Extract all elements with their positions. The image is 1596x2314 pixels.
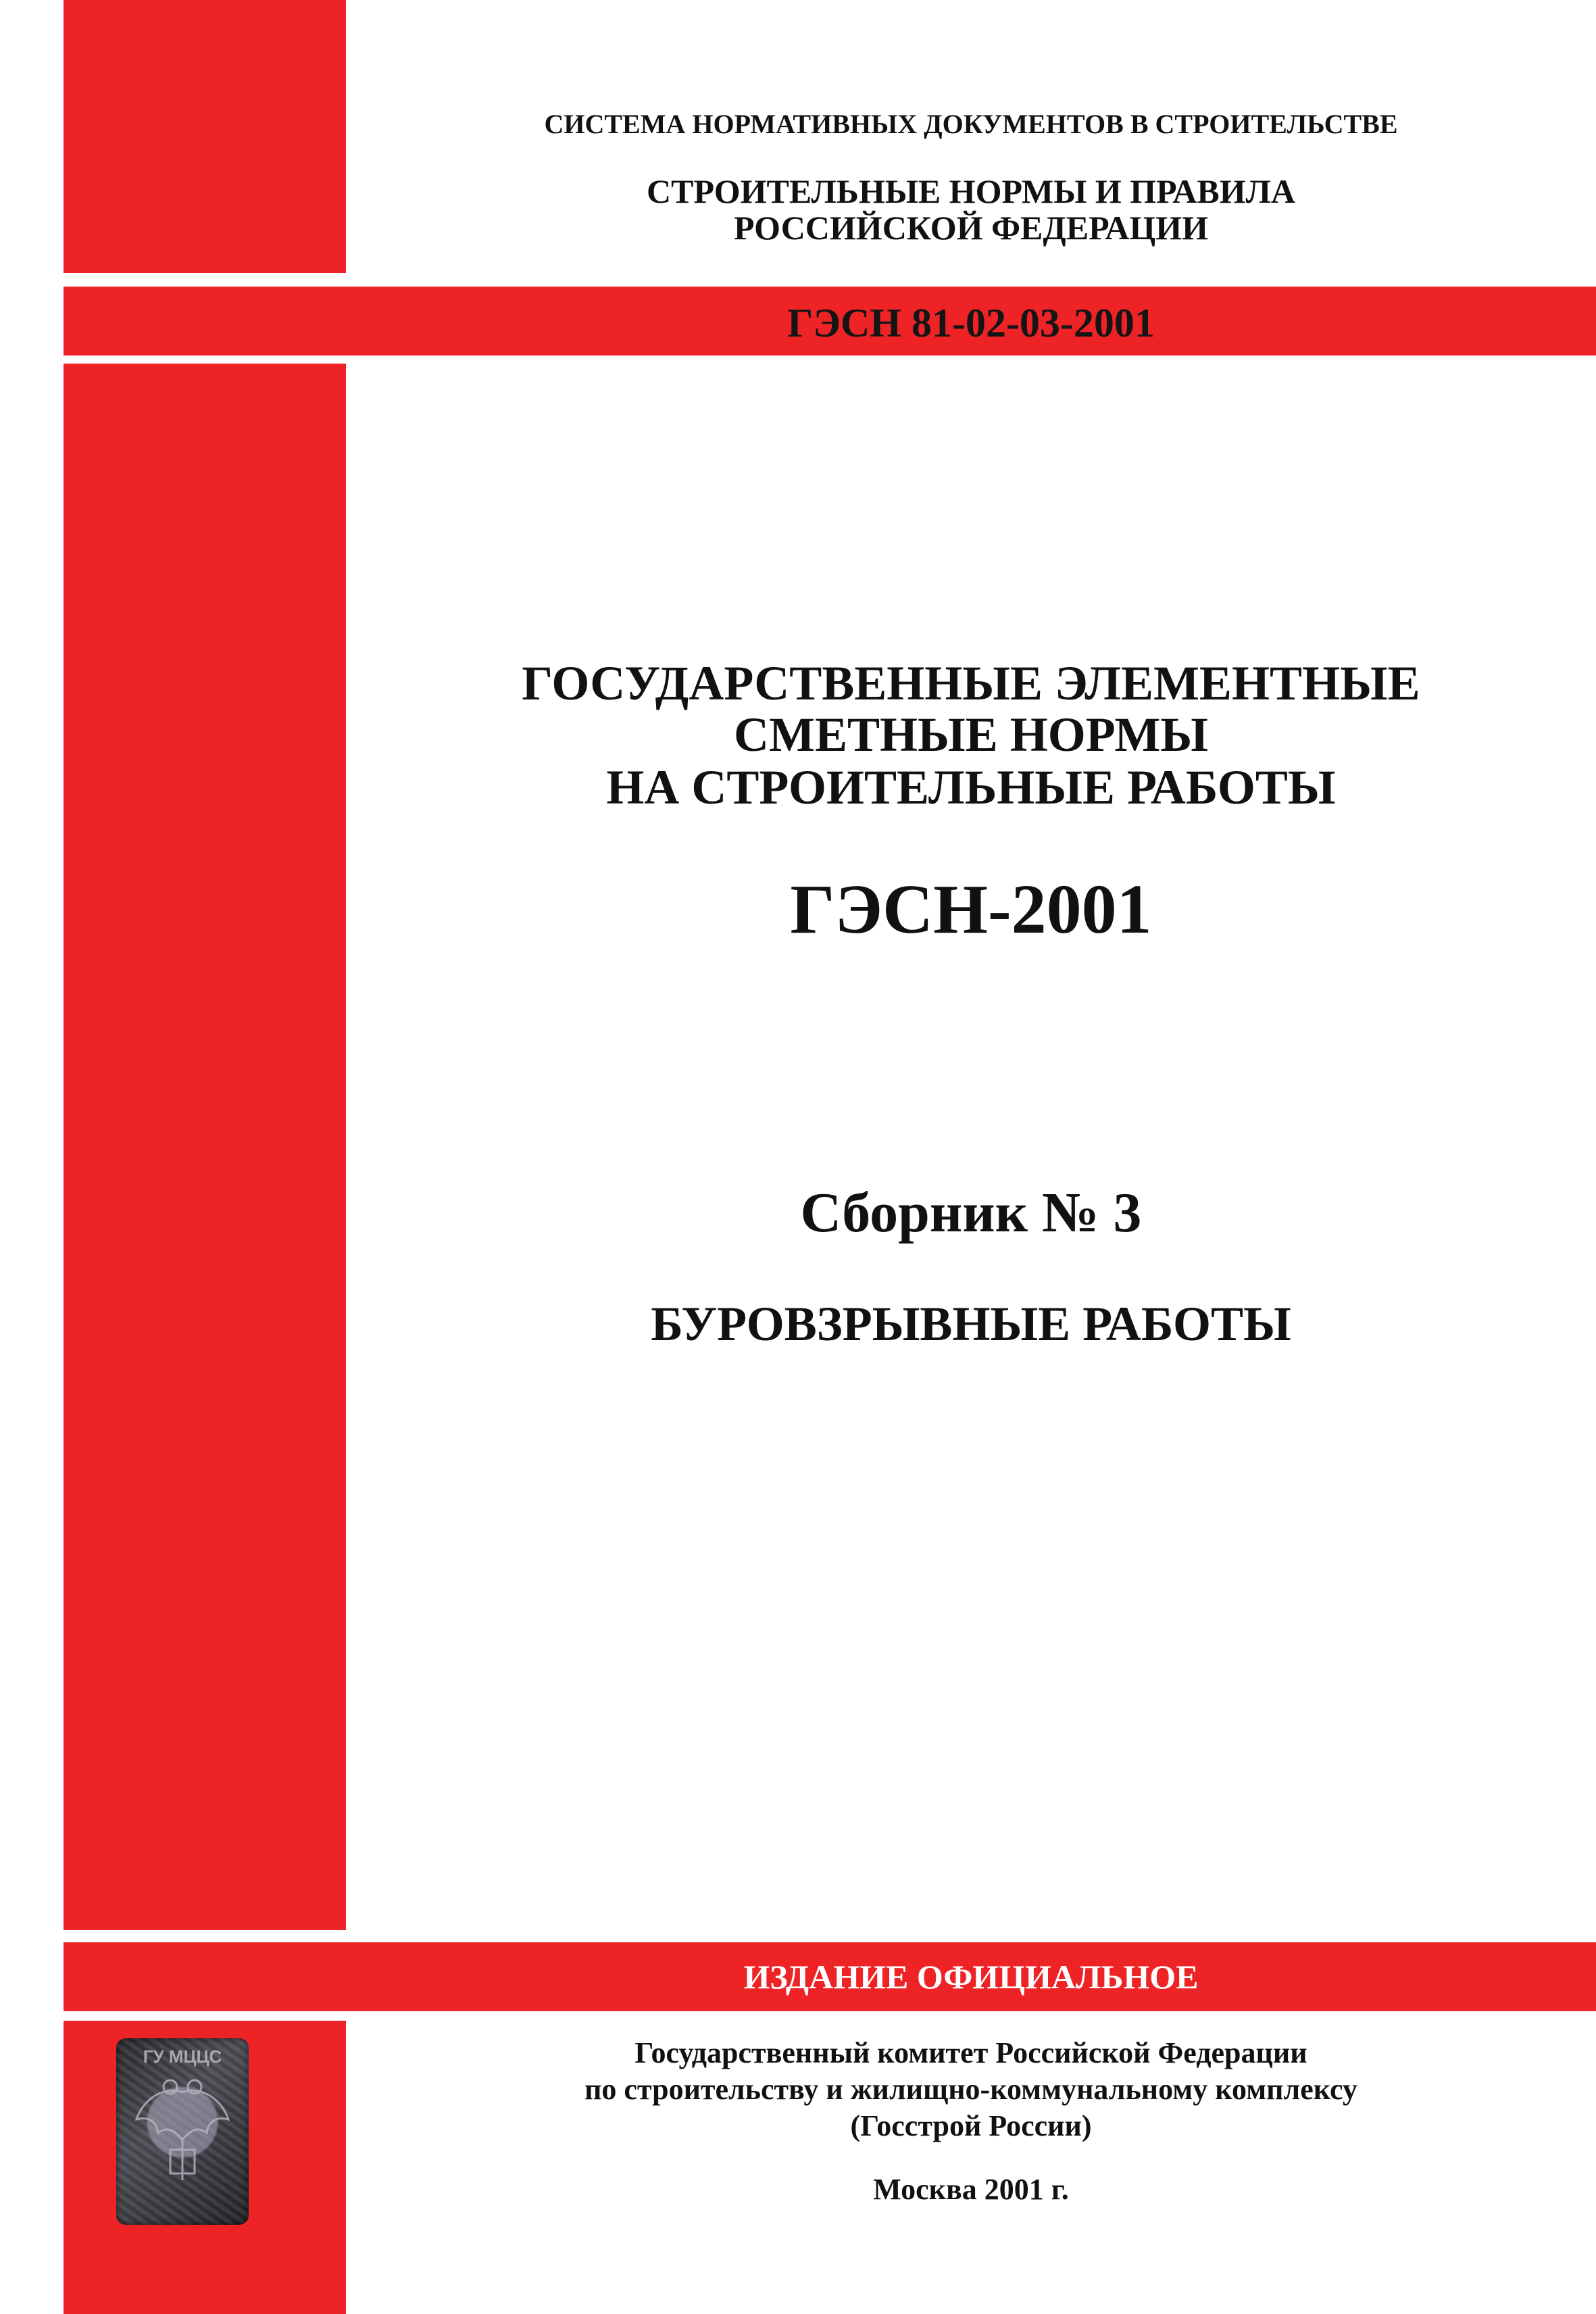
title-short: ГЭСН-2001 — [790, 870, 1152, 948]
publisher-line-2: по строительству и жилищно-коммунальному комплексу — [584, 2073, 1357, 2106]
hologram-text: ГУ МЦЦС — [143, 2046, 222, 2067]
publisher-line-1: Государственный комитет Российской Федерации — [634, 2036, 1307, 2069]
official-edition-label: ИЗДАНИЕ ОФИЦИАЛЬНОЕ — [743, 1958, 1199, 1996]
series-line: СИСТЕМА НОРМАТИВНЫХ ДОКУМЕНТОВ В СТРОИТЕЛЬСТВЕ — [544, 109, 1398, 139]
left-red-strip-middle — [64, 364, 346, 1930]
publisher-line-3: (Госстрой России) — [850, 2109, 1092, 2142]
title-line-3: НА СТРОИТЕЛЬНЫЕ РАБОТЫ — [606, 760, 1336, 814]
double-headed-eagle-hologram-icon — [116, 2038, 249, 2225]
title-line-1: ГОСУДАРСТВЕННЫЕ ЭЛЕМЕНТНЫЕ — [522, 656, 1420, 710]
title-line-2: СМЕТНЫЕ НОРМЫ — [734, 708, 1208, 762]
left-red-strip-top — [64, 0, 346, 273]
city-year: Москва 2001 г. — [873, 2173, 1069, 2206]
norms-line-2: РОССИЙСКОЙ ФЕДЕРАЦИИ — [733, 209, 1209, 247]
document-code: ГЭСН 81-02-03-2001 — [787, 301, 1155, 345]
collection-number: Сборник № 3 — [800, 1181, 1142, 1244]
norms-line-1: СТРОИТЕЛЬНЫЕ НОРМЫ И ПРАВИЛА — [647, 172, 1295, 210]
collection-name: БУРОВЗРЫВНЫЕ РАБОТЫ — [651, 1297, 1291, 1351]
